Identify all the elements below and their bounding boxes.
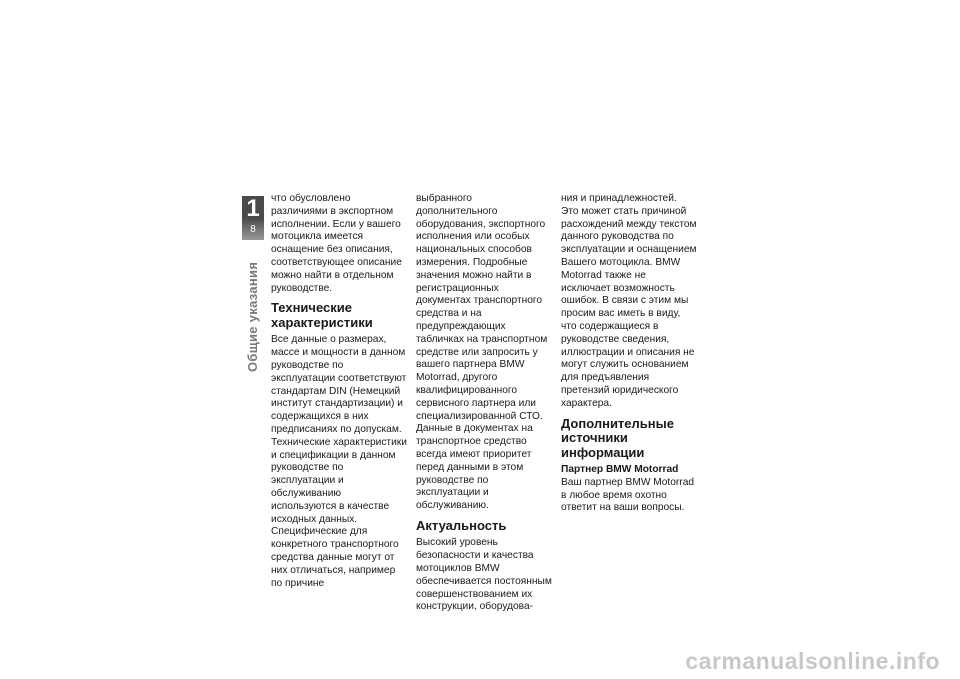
text-column-2 [416, 193, 552, 614]
watermark: carmanualsonline.info [685, 648, 940, 674]
heading-additional-sources: Дополнительные источники информации [561, 415, 674, 460]
subheading-bmw-partner: Партнер BMW Motorrad [561, 464, 679, 476]
chapter-number: 1 [246, 195, 260, 222]
column3-paragraph-2: Ваш партнер BMW Motorrad в любое время охотно ответит на ваши вопросы. [561, 476, 695, 514]
chapter-tab [242, 196, 264, 240]
column3-paragraph-1: ния и принадлежностей. Это может стать причиной расхождений между текстом данного руководства по эксплуатации и оснащением Вашего мотоцикла. BMW Motorrad также не исключает возможность ошибок. В связи с этим мы просим вас иметь в виду, что содержащиеся в руководстве сведения, иллюстрации и описания не могут служить основанием для предъявления претензий юридического характера. [561, 193, 697, 409]
column2-paragraph-1: выбранного дополнительного оборудования, экспортного исполнения или особых национальных способов измерения. Подробные значения можно найти в регистрационных документах транспортного средства и на предупреждающих табличках на транспортном средстве или запросить у вашего партнера BMW Motorrad, другого квалифицированного сервисного партнера или специализированной СТО. Данные в документах на транспортное средство всегда имеют приоритет перед данными в этом руководстве по эксплуатации и обслуживанию. [416, 193, 548, 512]
column1-paragraph-1: что обусловлено различиями в экспортном исполнении. Если у вашего мотоцикла имеется оснащение без описания, соответствующее описание можно найти в отдельном руководстве. [271, 193, 402, 294]
text-column-3 [561, 193, 697, 515]
column1-paragraph-2: Все данные о размерах, массе и мощности в данном руководстве по эксплуатации соответствуют стандартам DIN (Немецкий институт стандартизации) и содержащихся в них предписаниях по допускам. Технические характеристики и спецификации в данном руководстве по эксплуатации и обслуживанию используются в качестве исходных данных. Специфические для конкретного транспортного средства данные могут от них отличаться, например по причине [271, 334, 407, 589]
page-number: 8 [250, 224, 256, 235]
text-column-1 [271, 193, 407, 590]
heading-actuality: Актуальность [416, 517, 507, 533]
section-title: Общие указания [245, 261, 260, 372]
heading-specifications: Технические характеристики [271, 300, 373, 330]
column2-paragraph-2: Высокий уровень безопасности и качества мотоциклов BMW обеспечивается постоянным совершенствованием их конструкции, оборудова- [416, 537, 552, 613]
